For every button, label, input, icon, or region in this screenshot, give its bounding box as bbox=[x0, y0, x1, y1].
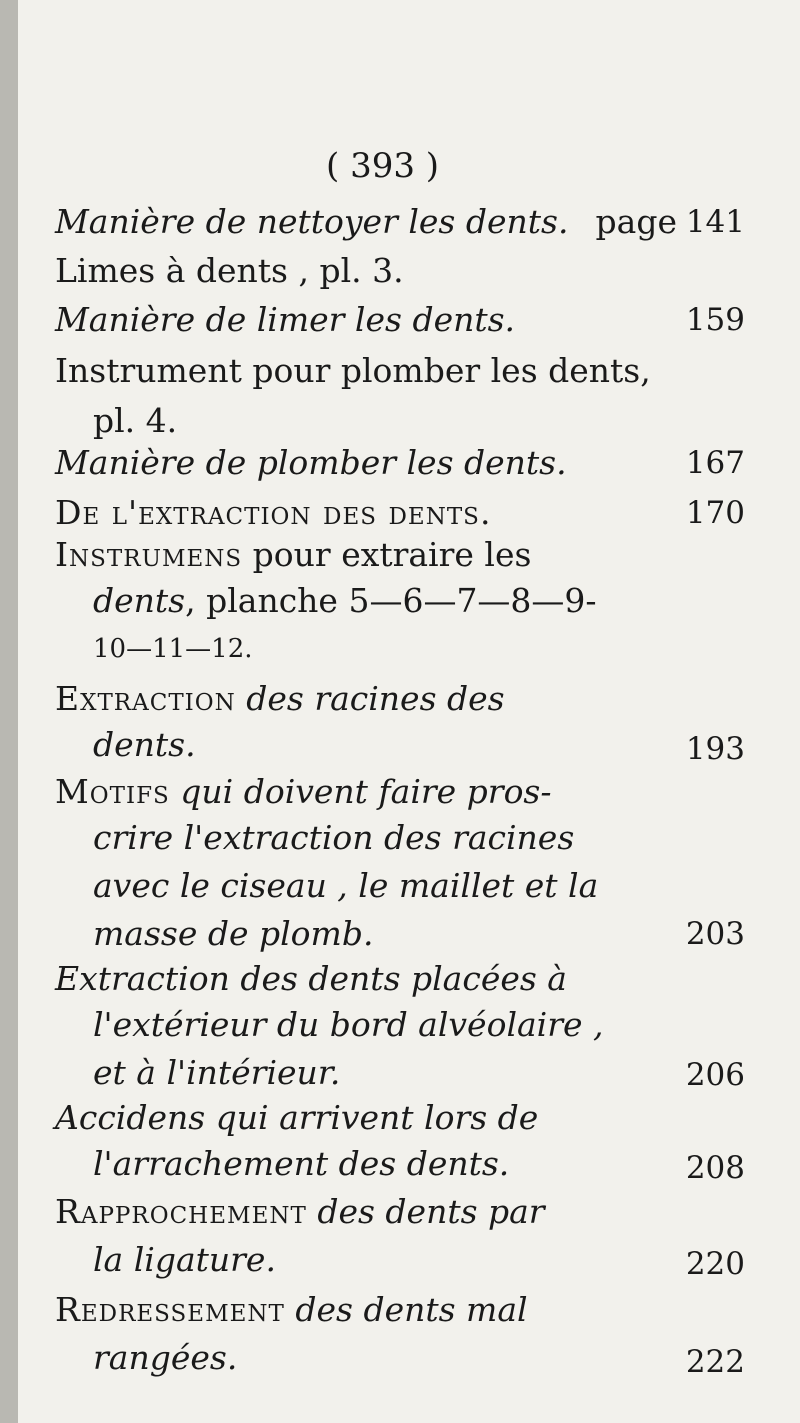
entry-continuation: dents. bbox=[93, 725, 196, 764]
entry-title: des racines des bbox=[235, 679, 505, 718]
page-number: 159 bbox=[685, 302, 745, 338]
page-label: page bbox=[595, 202, 677, 241]
entry-continuation: masse de plomb. bbox=[93, 914, 374, 953]
page-number: 220 bbox=[685, 1246, 745, 1282]
entry-title: des dents par bbox=[306, 1192, 545, 1231]
entry-title: qui doivent faire pros- bbox=[169, 772, 552, 811]
page-number: 193 bbox=[685, 731, 745, 767]
entry-continuation: 10—11—12. bbox=[93, 634, 253, 664]
entry-keyword: Motifs bbox=[55, 772, 170, 811]
entry-keyword: Extraction bbox=[55, 679, 236, 718]
entry-title: des dents mal bbox=[284, 1290, 528, 1329]
entry-continuation: , planche 5—6—7—8—9- bbox=[185, 581, 597, 620]
page-number: 203 bbox=[685, 916, 745, 952]
entry-continuation: la ligature. bbox=[93, 1240, 276, 1279]
entry-title: Manière de plomber les dents. bbox=[55, 443, 567, 482]
page-number: 206 bbox=[685, 1057, 745, 1093]
index-page-content: ( 393 ) Manière de nettoyer les dents. page 141 Limes à dents , pl. 3. Manière de limer les dents. 159 Instrument pour plomber les dents, pl. 4. Manière de plomber les dents. 167 De l'extraction des dents. 170 Instrumens pour extraire les dents, planche 5—6—7—8—9- 10—11—12. Extraction des racines des dents. 193 Motifs qui doivent faire pros- crire l'extraction des racines avec le ciseau , le maillet et la masse de plomb. 203 Extraction des dents placées à l'extérieur du bord alvéolaire , et à l'intérieur. 206 Accidens qui arrivent lors de l'arrachement des dents. 208 Rapprochement des dents par la ligature. 220 Redressement des dents mal rangées. 222 bbox=[0, 0, 800, 1423]
entry-continuation: avec le ciseau , le maillet et la bbox=[93, 866, 599, 905]
entry-continuation: l'extérieur du bord alvéolaire , bbox=[93, 1005, 604, 1044]
entry-title: Limes à dents , pl. 3. bbox=[55, 251, 404, 290]
entry-keyword: Instrumens bbox=[55, 535, 243, 574]
entry-title: pour extraire les bbox=[242, 535, 532, 574]
entry-title: Manière de limer les dents. bbox=[55, 300, 516, 339]
page-number: 222 bbox=[685, 1344, 745, 1380]
entry-title: Extraction des dents placées à bbox=[55, 959, 567, 998]
entry-continuation: crire l'extraction des racines bbox=[93, 818, 575, 857]
entry-title: De l'extraction des dents. bbox=[55, 493, 492, 532]
entry-continuation: rangées. bbox=[93, 1338, 238, 1377]
entry-continuation: dents bbox=[93, 581, 186, 620]
entry-title: Instrument pour plomber les dents, bbox=[55, 351, 651, 390]
entry-title: Accidens qui arrivent lors de bbox=[55, 1098, 539, 1137]
page-number: 208 bbox=[685, 1150, 745, 1186]
entry-keyword: Redressement bbox=[55, 1290, 285, 1329]
page-number: 167 bbox=[685, 445, 745, 481]
entry-keyword: Rapprochement bbox=[55, 1192, 307, 1231]
entry-continuation: et à l'intérieur. bbox=[93, 1053, 341, 1092]
page-number: 170 bbox=[685, 495, 745, 531]
entry-continuation: l'arrachement des dents. bbox=[93, 1144, 510, 1183]
entry-continuation: pl. 4. bbox=[93, 401, 178, 440]
entry-title: Manière de nettoyer les dents. bbox=[55, 202, 569, 241]
page-number: 141 bbox=[685, 204, 745, 240]
